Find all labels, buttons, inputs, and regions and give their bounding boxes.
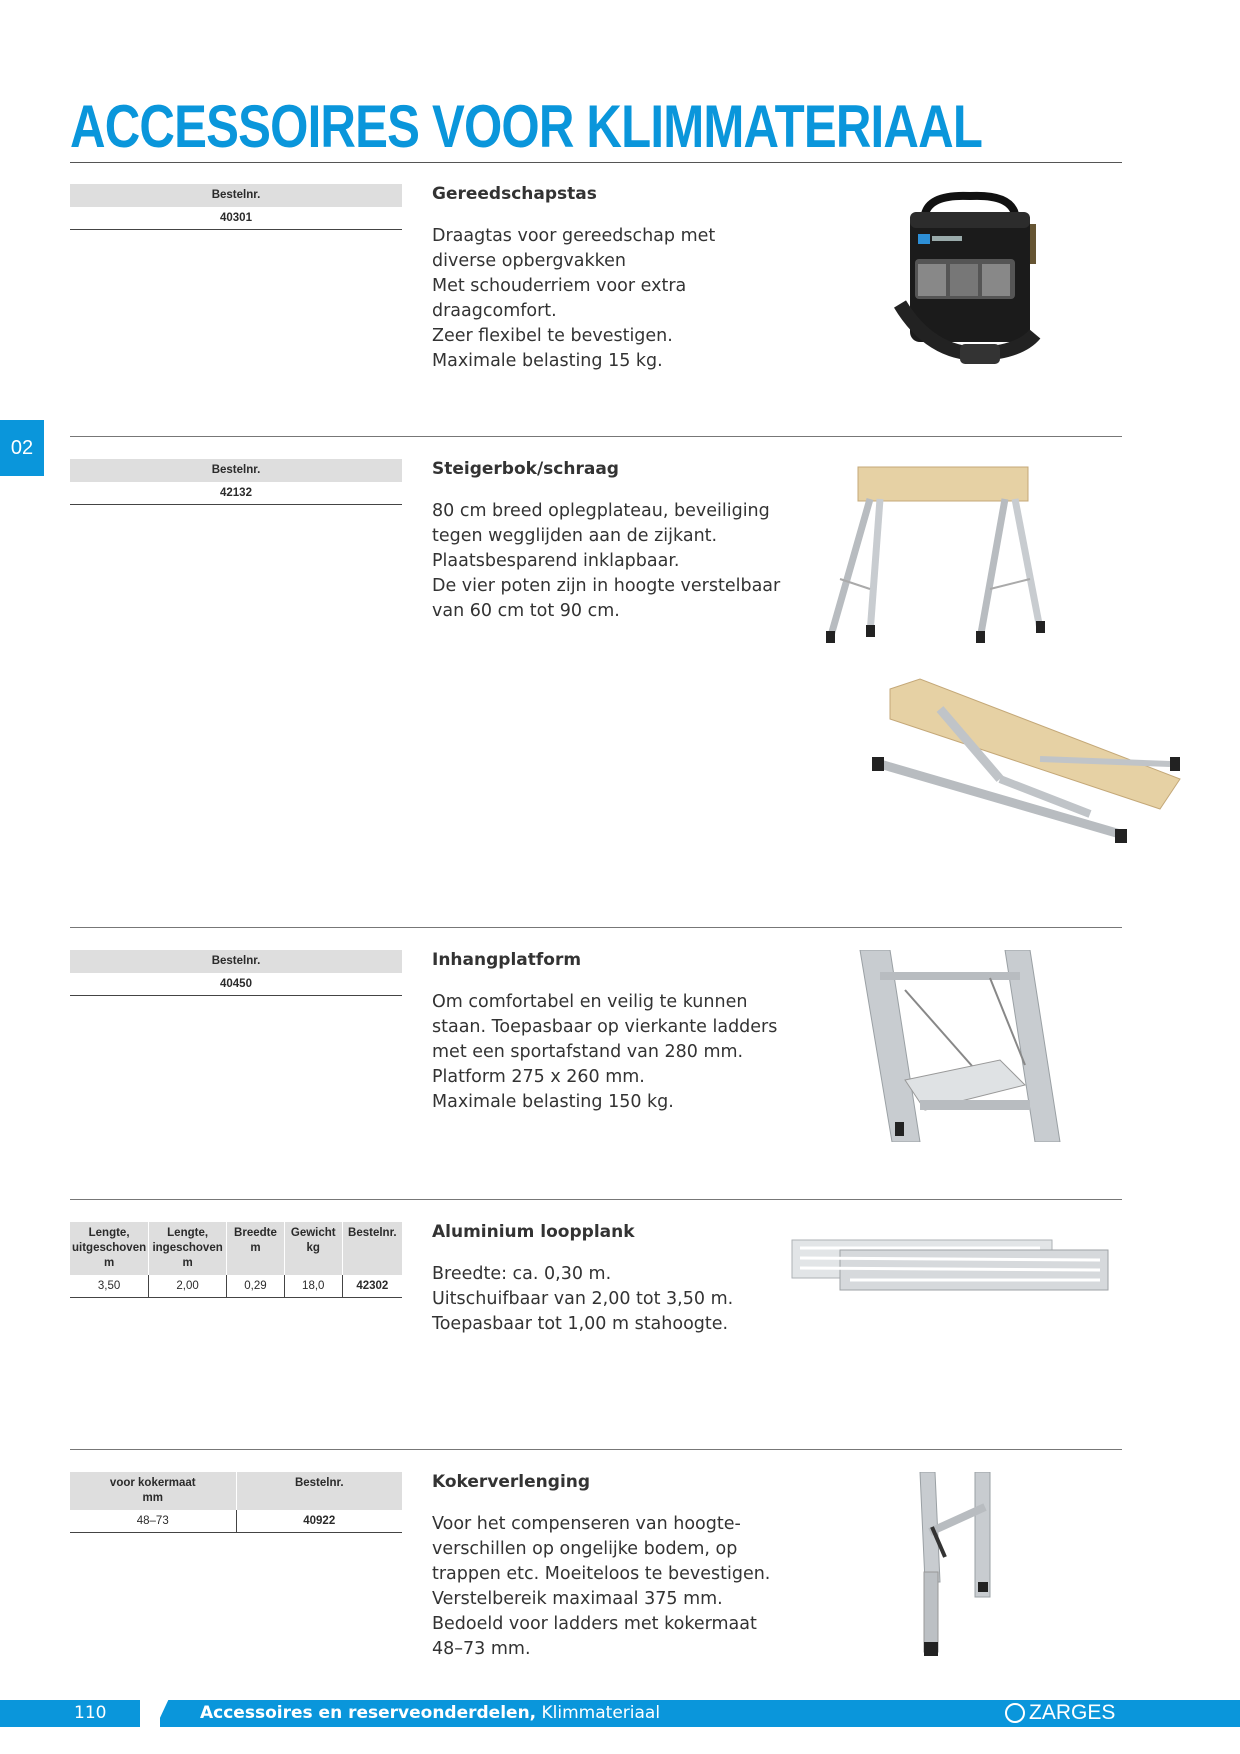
- product-name: Inhangplatform: [432, 950, 582, 970]
- product-description: Voor het compenseren van hoogte- verschillen op ongelijke bodem, op trappen etc. Moeiteloos te bevestigen. Verstelbereik maximaal 375 mm. Bedoeld voor ladders met kokermaat 48–73 mm.: [432, 1514, 771, 1659]
- order-number: 40450: [70, 973, 402, 996]
- section-divider: [70, 1199, 1122, 1200]
- order-number: 40301: [70, 207, 402, 230]
- cell-length-retracted: 2,00: [149, 1275, 227, 1298]
- page-title: ACCESSOIRES VOOR KLIMMATERIAAL: [70, 93, 983, 160]
- table-header: Bestelnr.: [70, 184, 402, 207]
- cell-length-extended: 3,50: [70, 1275, 149, 1298]
- header-width: Breedte m: [227, 1222, 285, 1275]
- section-divider: [70, 436, 1122, 437]
- product-description: 80 cm breed oplegplateau, beveiliging tegen wegglijden aan de zijkant. Plaatsbesparend inklapbaar. De vier poten zijn in hoogte verstelbaar van 60 cm tot 90 cm.: [432, 501, 781, 621]
- cell-order-number: 42302: [342, 1275, 402, 1298]
- brand-logo: [1005, 1701, 1115, 1725]
- header-length-extended: Lengte, uitgeschoven m: [70, 1222, 149, 1275]
- footer-section-title: Accessoires en reserveonderdelen, Klimmateriaal: [200, 1703, 661, 1723]
- product-name: Steigerbok/schraag: [432, 459, 619, 479]
- walkboard-image: [790, 1236, 1110, 1296]
- order-table: [70, 950, 402, 996]
- leg-extension-image: [890, 1472, 1070, 1662]
- spec-table: [70, 1222, 402, 1298]
- table-header: Bestelnr.: [70, 950, 402, 973]
- sawhorse-image: [810, 459, 1070, 649]
- order-table: [70, 459, 402, 505]
- spec-table: [70, 1472, 402, 1533]
- brand-name: ZARGES: [1029, 1701, 1116, 1724]
- order-table: [70, 184, 402, 230]
- cell-order-number: 40922: [236, 1510, 402, 1533]
- footer-page-block: [0, 1700, 140, 1727]
- platform-image: [850, 950, 1070, 1142]
- sawhorse-folded-image: [860, 669, 1190, 869]
- product-name: Kokerverlenging: [432, 1472, 591, 1492]
- product-name: Aluminium loopplank: [432, 1222, 635, 1242]
- chapter-tab[interactable]: 02: [0, 420, 44, 476]
- cell-weight: 18,0: [284, 1275, 342, 1298]
- tool-bag-image: [870, 184, 1070, 384]
- product-description: Om comfortabel en veilig te kunnen staan. Toepasbaar op vierkante ladders met een sportafstand van 280 mm. Platform 275 x 260 mm. Maximale belasting 150 kg.: [432, 992, 778, 1112]
- product-description: Breedte: ca. 0,30 m. Uitschuifbaar van 2,00 tot 3,50 m. Toepasbaar tot 1,00 m stahoogte.: [432, 1264, 734, 1334]
- order-number: 42132: [70, 482, 402, 505]
- footer-page-number: 110: [74, 1703, 107, 1723]
- header-order-number: Bestelnr.: [236, 1472, 402, 1510]
- product-name: Gereedschapstas: [432, 184, 597, 204]
- section-divider: [70, 927, 1122, 928]
- cell-width: 0,29: [227, 1275, 285, 1298]
- cell-tube-size: 48–73: [70, 1510, 236, 1533]
- table-header: Bestelnr.: [70, 459, 402, 482]
- header-tube-size: voor kokermaat mm: [70, 1472, 236, 1510]
- title-divider: [70, 162, 1122, 163]
- header-weight: Gewicht kg: [284, 1222, 342, 1275]
- zarges-logo-icon: [1005, 1703, 1025, 1723]
- header-length-retracted: Lengte, ingeschoven m: [149, 1222, 227, 1275]
- product-description: Draagtas voor gereedschap met diverse opbergvakken Met schouderriem voor extra draagcomfort. Zeer flexibel te bevestigen. Maximale belasting 15 kg.: [432, 226, 716, 371]
- header-order-number: Bestelnr.: [342, 1222, 402, 1275]
- section-divider: [70, 1449, 1122, 1450]
